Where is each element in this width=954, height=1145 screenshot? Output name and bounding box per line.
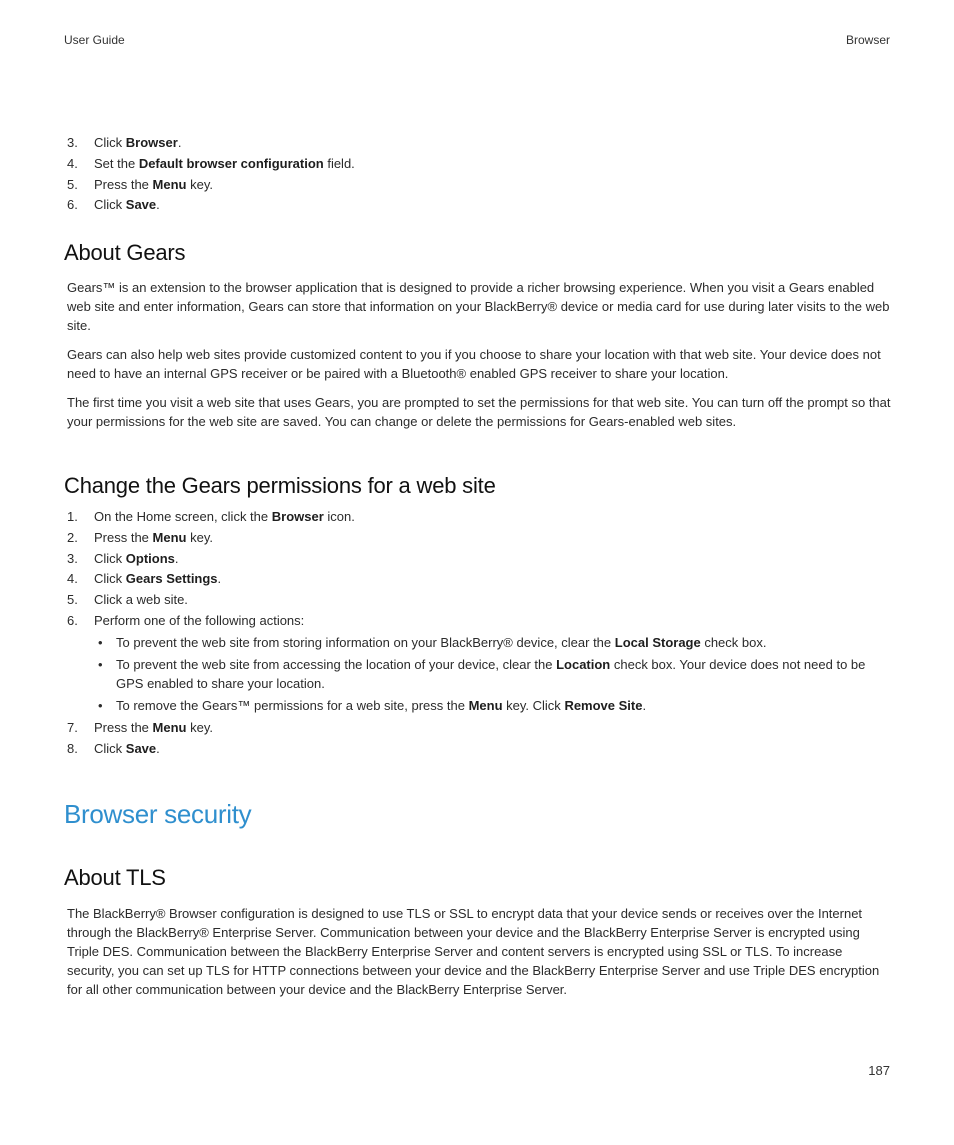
step-number: 3. <box>67 135 78 150</box>
running-header-section: Browser <box>845 33 890 47</box>
step-text: On the Home screen, click the <box>94 509 272 524</box>
step-text: . <box>156 197 160 213</box>
step-text: Click <box>94 550 126 566</box>
bullet: • <box>98 656 103 672</box>
step-text: Click <box>94 197 126 213</box>
about-gears-paragraph-3: The first time you visit a web site that uses Gears, you are prompted to set the permissions for that web site. You can turn off the prompt so that your permissions for the web site are saved. You can change or delete the permissions for Gears-enabled web sites. <box>67 395 891 429</box>
step-number: 8. <box>67 740 78 756</box>
step-ui-term: Default browser configuration <box>138 155 324 171</box>
option-ui-term: Remove Site <box>564 697 643 713</box>
step-number: 7. <box>67 719 78 735</box>
step-ui-term: Gears Settings <box>125 571 218 587</box>
option-text: check box. Your device does not need to be GPS enabled to share your location. <box>116 656 866 691</box>
action-option <box>94 655 894 693</box>
action-option <box>94 696 894 715</box>
step-text: Click a web site. <box>94 592 188 608</box>
step-text: . <box>177 135 182 150</box>
step-item <box>64 529 894 546</box>
step-text: Press the <box>94 719 153 735</box>
step-item <box>64 176 894 193</box>
bullet: • <box>98 634 103 650</box>
step-item <box>64 550 894 567</box>
action-options-list <box>94 633 894 715</box>
step-number: 6. <box>67 612 78 628</box>
page-number: 187 <box>868 1063 890 1078</box>
bullet: • <box>98 697 103 713</box>
step-item <box>64 155 894 172</box>
step-number: 5. <box>67 592 78 608</box>
step-text: Click <box>94 740 126 756</box>
step-ui-term: Save <box>125 197 157 213</box>
step-text: Perform one of the following actions: <box>94 612 305 628</box>
step-text: . <box>217 571 222 587</box>
step-text: key. <box>186 529 213 545</box>
step-ui-term: Menu <box>152 176 187 192</box>
running-header-title: User Guide <box>64 33 125 47</box>
step-text: Press the <box>94 176 153 192</box>
step-number: 2. <box>67 529 78 545</box>
step-item <box>64 508 894 525</box>
step-item <box>64 612 894 715</box>
about-gears-paragraph-2: Gears can also help web sites provide customized content to you if you choose to share your location with that web site. Your device does not need to have an internal GPS receiver or be paired with a Bluetooth® enabled GPS receiver to share your location. <box>67 347 881 381</box>
step-item <box>64 719 894 736</box>
action-option <box>94 633 894 652</box>
step-item <box>64 196 894 213</box>
option-text: key. Click <box>502 697 565 713</box>
option-text: check box. <box>700 634 767 650</box>
step-number: 5. <box>67 176 78 192</box>
step-ui-term: Save <box>125 740 157 756</box>
step-ui-term: Browser <box>125 135 178 150</box>
change-permissions-heading: Change the Gears permissions for a web site <box>64 473 496 498</box>
option-ui-term: Local Storage <box>614 634 701 650</box>
step-ui-term: Options <box>125 550 175 566</box>
option-text: To remove the Gears™ permissions for a web site, press the <box>116 697 469 713</box>
step-text: Click <box>94 571 126 587</box>
option-text: To prevent the web site from storing information on your BlackBerry® device, clear the <box>116 634 615 650</box>
step-item <box>64 570 894 587</box>
step-text: . <box>174 550 179 566</box>
step-text: Press the <box>94 529 153 545</box>
about-tls-paragraph: The BlackBerry® Browser configuration is designed to use TLS or SSL to encrypt data that your device sends or receives over the Internet through the BlackBerry® Enterprise Server. Communication between your device and the BlackBerry Enterprise Server is encrypted using Triple DES. Communication between the BlackBerry Enterprise Server and content servers is encrypted using SSL or TLS. To increase security, you can set up TLS for HTTP connections between your device and the BlackBerry Enterprise Server and use Triple DES encryption for all other communication between your device and the BlackBerry Enterprise Server. <box>67 906 880 997</box>
option-text: . <box>642 697 647 713</box>
step-number: 3. <box>67 550 78 566</box>
option-text: To prevent the web site from accessing the location of your device, clear the <box>116 656 557 672</box>
step-text: . <box>156 740 160 756</box>
step-number: 6. <box>67 197 78 213</box>
step-text: field. <box>323 155 355 171</box>
about-gears-heading: About Gears <box>64 240 186 265</box>
step-text: key. <box>186 176 213 192</box>
browser-security-heading: Browser security <box>64 799 252 829</box>
step-text: icon. <box>323 509 355 524</box>
step-text: Set the <box>94 155 139 171</box>
step-number: 1. <box>67 509 78 524</box>
step-text: Click <box>94 135 126 150</box>
option-ui-term: Location <box>556 656 611 672</box>
step-item <box>64 591 894 608</box>
change-permissions-steps <box>64 508 894 760</box>
step-text: key. <box>186 719 213 735</box>
step-item <box>64 134 894 151</box>
step-ui-term: Menu <box>152 529 187 545</box>
step-item <box>64 740 894 757</box>
about-tls-heading: About TLS <box>64 865 166 890</box>
step-number: 4. <box>67 571 78 587</box>
option-ui-term: Menu <box>468 697 503 713</box>
step-ui-term: Menu <box>152 719 187 735</box>
step-ui-term: Browser <box>271 509 324 524</box>
about-gears-paragraph-1: Gears™ is an extension to the browser application that is designed to provide a richer browsing experience. When you visit a Gears enabled web site and enter information, Gears can store that information on your BlackBerry® device or media card for use during later visits to the web site. <box>67 280 890 333</box>
continued-steps-list <box>64 134 894 217</box>
step-number: 4. <box>67 155 78 171</box>
